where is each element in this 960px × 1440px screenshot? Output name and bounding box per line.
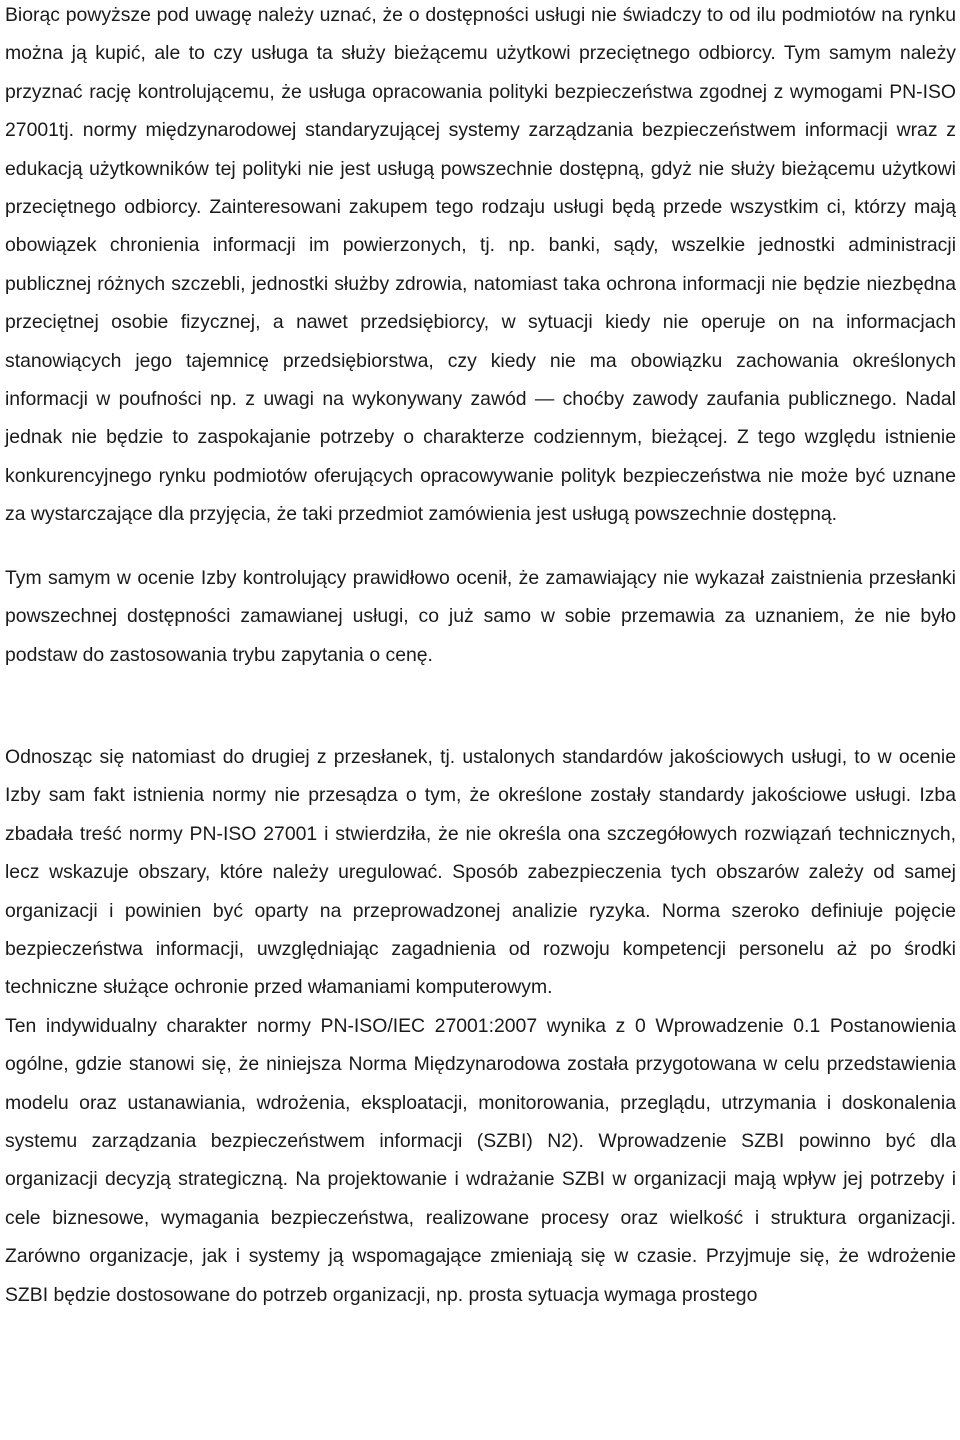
paragraph-service-availability: Biorąc powyższe pod uwagę należy uznać, że o dostępności usługi nie świadczy to od ilu podmiotów na rynku można ją kupić, ale to czy usługa ta służy bieżącemu użytkowi przeciętnego odbiorcy. Tym samym należy przyznać rację kontrolującemu, że usługa opracowania polityki bezpieczeństwa zgodnej z wymogami PN-ISO 27001tj. normy międzynarodowej standaryzującej systemy zarządzania bezpieczeństwem informacji wraz z edukacją użytkowników tej polityki nie jest usługą powszechnie dostępną, gdyż nie służy bieżącemu użytkowi przeciętnego odbiorcy. Zainteresowani zakupem tego rodzaju usługi będą przede wszystkim ci, którzy mają obowiązek chronienia informacji im powierzonych, tj. np. banki, sądy, wszelkie jednostki administracji publicznej różnych szczebli, jednostki służby zdrowia, natomiast taka ochrona informacji nie będzie niezbędna przeciętnej osobie fizycznej, a nawet przedsiębiorcy, w sytuacji kiedy nie operuje on na informacjach stanowiących jego tajemnicę przedsiębiorstwa, czy kiedy nie ma obowiązku zachowania określonych informacji w poufności np. z uwagi na wykonywany zawód — choćby zawody zaufania publicznego. Nadal jednak nie będzie to zaspokajanie potrzeby o charakterze codziennym, bieżącej. Z tego względu istnienie konkurencyjnego rynku podmiotów oferujących opracowywanie polityk bezpieczeństwa nie może być uznane za wystarczające dla przyjęcia, że taki przedmiot zamówienia jest usługą powszechnie dostępną. — [5, 4, 956, 526]
paragraph-chamber-assessment: Tym samym w ocenie Izby kontrolujący prawidłowo ocenił, że zamawiający nie wykazał zaistnienia przesłanki powszechnej dostępności zamawianej usługi, co już samo w sobie przemawia za uznaniem, że nie było podstaw do zastosowania trybu zapytania o cenę. — [5, 566, 956, 666]
paragraph-iso-27001-character: Ten indywidualny charakter normy PN-ISO/IEC 27001:2007 wynika z 0 Wprowadzenie 0.1 Postanowienia ogólne, gdzie stanowi się, że niniejsza Norma Międzynarodowa została przygotowana w celu przedstawienia modelu oraz ustanawiania, wdrożenia, eksploatacji, monitorowania, przeglądu, utrzymania i doskonalenia systemu zarządzania bezpieczeństwem informacji (SZBI) N2). Wprowadzenie SZBI powinno być dla organizacji decyzją strategiczną. Na projektowanie i wdrażanie SZBI w organizacji mają wpływ jej potrzeby i cele biznesowe, wymagania bezpieczeństwa, realizowane procesy oraz wielkość i struktura organizacji. Zarówno organizacje, jak i systemy ją wspomagające zmieniają się w czasie. Przyjmuje się, że wdrożenie SZBI będzie dostosowane do potrzeb organizacji, np. prosta sytuacja wymaga prostego — [5, 1014, 956, 1306]
paragraph-quality-standards: Odnosząc się natomiast do drugiej z przesłanek, tj. ustalonych standardów jakościowych usługi, to w ocenie Izby sam fakt istnienia normy nie przesądza o tym, że określone zostały standardy jakościowe usługi. Izba zbadała treść normy PN-ISO 27001 i stwierdziła, że nie określa ona szczegółowych rozwiązań technicznych, lecz wskazuje obszary, które należy uregulować. Sposób zabezpieczenia tych obszarów zależy od samej organizacji i powinien być oparty na przeprowadzonej analizie ryzyka. Norma szeroko definiuje pojęcie bezpieczeństwa informacji, uwzględniając zagadnienia od rozwoju kompetencji personelu aż po środki techniczne służące ochronie przed włamaniami komputerowym. — [5, 745, 956, 999]
document-page — [5, 0, 956, 1314]
